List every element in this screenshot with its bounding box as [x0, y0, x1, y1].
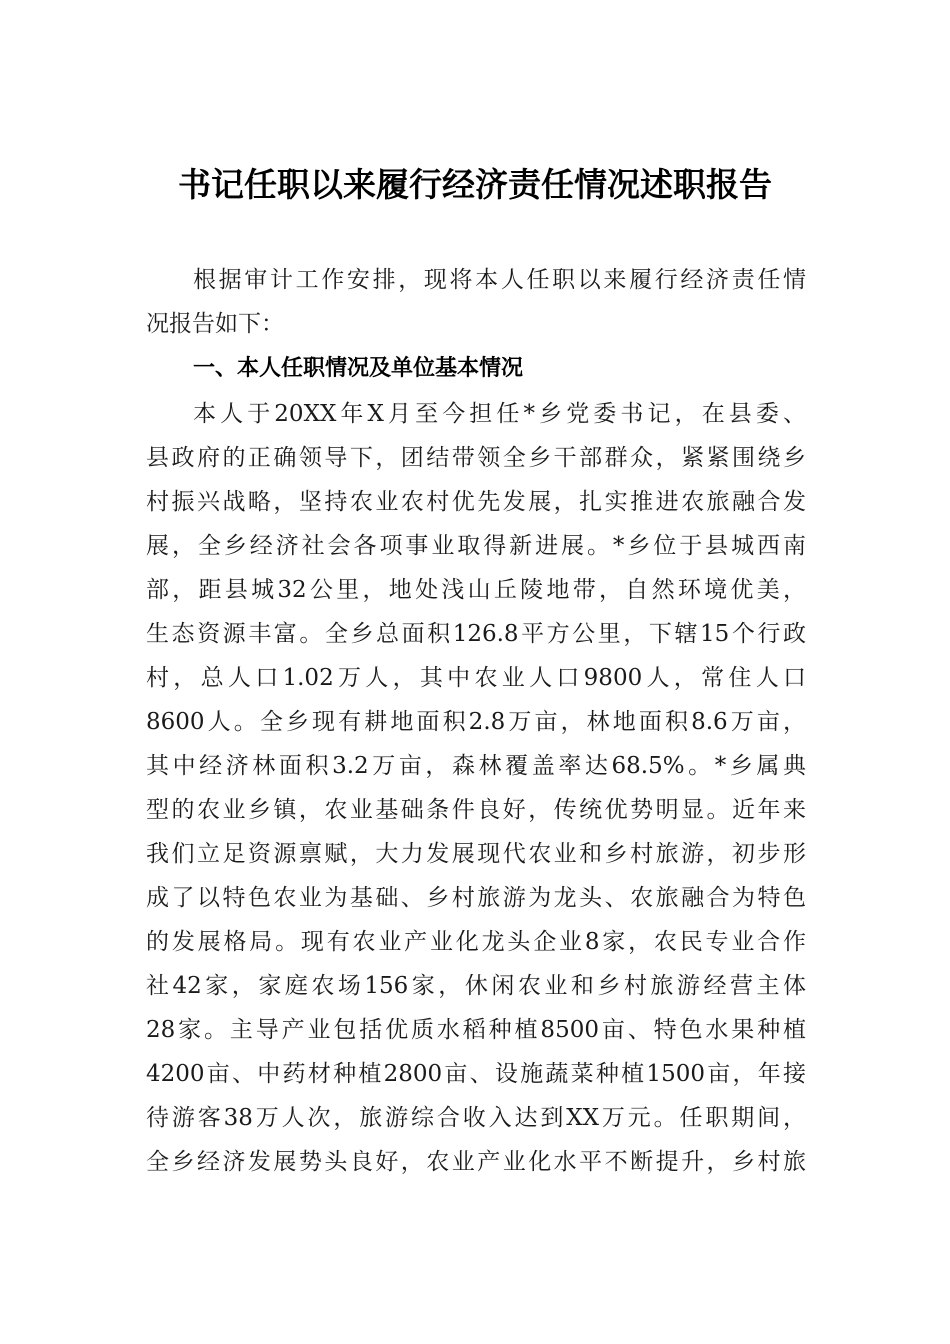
paragraph-line: 8600人。全乡现有耕地面积2.8万亩，林地面积8.6万亩，: [146, 709, 806, 735]
paragraph-line: 展，全乡经济社会各项事业取得新进展。*乡位于县城西南: [146, 533, 806, 559]
paragraph-line: 部，距县城32公里，地处浅山丘陵地带，自然环境优美，: [146, 577, 806, 603]
section-paragraph: [146, 392, 806, 1184]
paragraph-line: 的发展格局。现有农业产业化龙头企业8家，农民专业合作: [146, 929, 806, 955]
intro-line: 根据审计工作安排，现将本人任职以来履行经济责任情: [193, 267, 806, 293]
paragraph-line: 全乡经济发展势头良好，农业产业化水平不断提升，乡村旅: [146, 1149, 806, 1175]
paragraph-line: 成了以特色农业为基础、乡村旅游为龙头、农旅融合为特色: [146, 885, 806, 911]
paragraph-line: 其中经济林面积3.2万亩，森林覆盖率达68.5%。*乡属典: [146, 753, 806, 779]
paragraph-line: 村振兴战略，坚持农业农村优先发展，扎实推进农旅融合发: [146, 489, 806, 515]
section-heading: 一、本人任职情况及单位基本情况: [193, 356, 524, 381]
paragraph-line: 村，总人口1.02万人，其中农业人口9800人，常住人口: [146, 665, 806, 691]
paragraph-line: 本人于20XX年X月至今担任*乡党委书记，在县委、: [193, 401, 806, 427]
paragraph-line: 县政府的正确领导下，团结带领全乡干部群众，紧紧围绕乡: [146, 445, 806, 471]
document-title: 书记任职以来履行经济责任情况述职报告: [178, 165, 772, 204]
paragraph-line: 4200亩、中药材种植2800亩、设施蔬菜种植1500亩，年接: [146, 1061, 806, 1087]
paragraph-line: 型的农业乡镇，农业基础条件良好，传统优势明显。近年来: [146, 797, 806, 823]
paragraph-line: 我们立足资源禀赋，大力发展现代农业和乡村旅游，初步形: [146, 841, 806, 867]
intro-line: 况报告如下：: [146, 311, 284, 337]
paragraph-line: 待游客38万人次，旅游综合收入达到XX万元。任职期间，: [146, 1105, 806, 1131]
paragraph-line: 28家。主导产业包括优质水稻种植8500亩、特色水果种植: [146, 1017, 806, 1043]
paragraph-line: 生态资源丰富。全乡总面积126.8平方公里，下辖15个行政: [146, 621, 806, 647]
paragraph-line: 社42家，家庭农场156家，休闲农业和乡村旅游经营主体: [146, 973, 806, 999]
intro-paragraph: [146, 258, 806, 346]
